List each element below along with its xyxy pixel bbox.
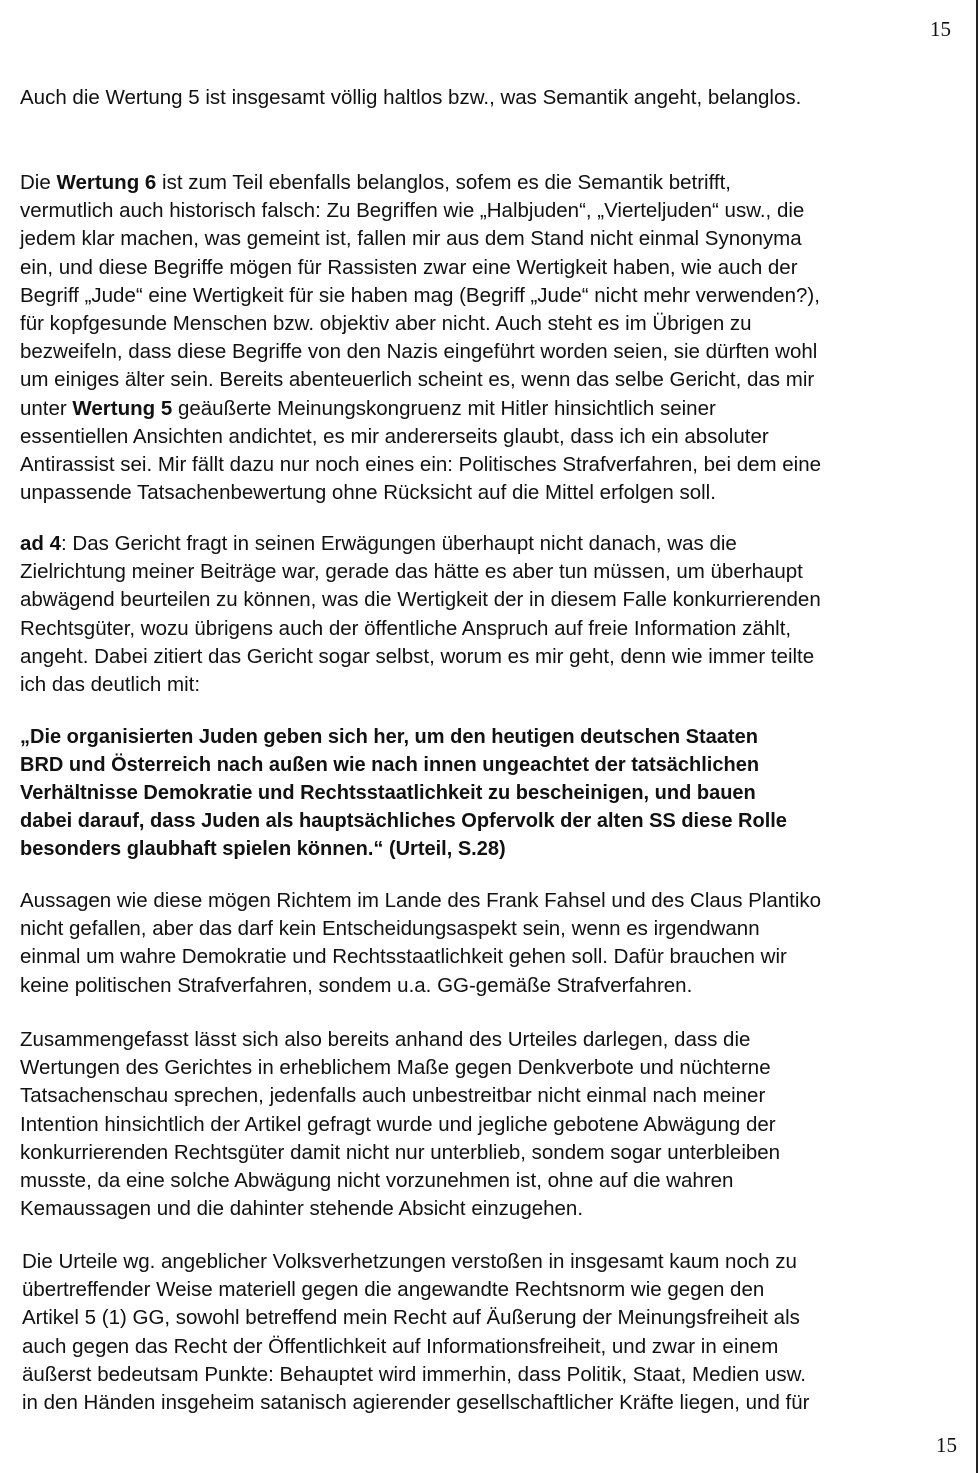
quote-block [20, 723, 975, 863]
text-segment: unter [20, 396, 73, 420]
text-segment: Die [20, 171, 57, 194]
text-line: auch gegen das Recht der Öffentlichkeit auf Informationsfreiheit, und zwar in einem [22, 1334, 779, 1358]
paragraph-urteile [22, 1248, 977, 1417]
text-line: musste, da eine solche Abwägung nicht vorzunehmen ist, ohne auf die wahren [20, 1168, 734, 1192]
text-line: einmal um wahre Demokratie und Rechtsstaatlichkeit gehen soll. Dafür brauchen wir [20, 945, 787, 969]
text-line: konkurrierenden Rechtsgüter damit nicht nur unterblieb, sondem sogar unterbleiben [20, 1140, 781, 1164]
text-line: Zielrichtung meiner Beiträge war, gerade das hätte es aber tun müssen, um überhaupt [20, 560, 803, 584]
text-line: unpassende Tatsachenbewertung ohne Rücksicht auf die Mittel erfolgen soll. [20, 481, 716, 505]
text-line: Zusammengefasst lässt sich also bereits anhand des Urteiles darlegen, dass die [20, 1028, 751, 1051]
bold-term: ad 4 [20, 532, 62, 555]
text-line: Begriff „Jude“ eine Wertigkeit für sie haben mag (Begriff „Jude“ nicht mehr verwenden?), [20, 283, 820, 307]
text-line: essentiellen Ansichten andichtet, es mir andererseits glaubt, dass ich ein absoluter [20, 424, 769, 448]
text-line: in den Händen insgeheim satanisch agierender gesellschaftlicher Kräfte liegen, und für [22, 1390, 810, 1414]
paragraph-wertung-5 [20, 84, 975, 112]
text-segment: geäußerte Meinungskongruenz mit Hitler hinsichtlich seiner [172, 396, 716, 420]
text-line [20, 169, 975, 197]
bold-term: Wertung 6 [56, 171, 157, 194]
quote-line: dabei darauf, dass Juden als hauptsächliches Opfervolk der alten SS diese Rolle [20, 810, 787, 832]
text-line [20, 395, 975, 423]
text-line: übertreffender Weise materiell gegen die angewandte Rechtsnorm wie gegen den [22, 1278, 765, 1302]
text-line: Tatsachenschau sprechen, jedenfalls auch unbestreitbar nicht einmal nach meiner [20, 1084, 766, 1108]
text-line: für kopfgesunde Menschen bzw. objektiv aber nicht. Auch steht es im Übrigen zu [20, 311, 752, 335]
text-line: vermutlich auch historisch falsch: Zu Begriffen wie „Halbjuden“, „Vierteljuden“ usw., die [20, 199, 805, 223]
text-line: angeht. Dabei zitiert das Gericht sogar selbst, worum es mir geht, denn wie immer teilte [20, 644, 815, 668]
text-line: bezweifeln, dass diese Begriffe von den Nazis eingeführt worden seien, sie dürften wohl [20, 340, 818, 364]
text-line: keine politischen Strafverfahren, sondem u.a. GG-gemäße Strafverfahren. [20, 973, 693, 997]
text-line: Auch die Wertung 5 ist insgesamt völlig haltlos bzw., was Semantik angeht, belanglos. [20, 86, 802, 109]
text-line: um einiges älter sein. Bereits abenteuerlich scheint es, wenn das selbe Gericht, das mir [20, 368, 815, 392]
page-number-top: 15 [930, 17, 951, 41]
quote-line: Verhältnisse Demokratie und Rechtsstaatlichkeit zu bescheinigen, und bauen [20, 782, 756, 804]
quote-line: BRD und Österreich nach außen wie nach innen ungeachtet der tatsächlichen [20, 754, 760, 776]
text-line: abwägend beurteilen zu können, was die Wertigkeit der in diesem Falle konkurrierenden [20, 588, 821, 612]
text-segment: : Das Gericht fragt in seinen Erwägungen überhaupt nicht danach, was die [61, 532, 737, 555]
text-line: Kemaussagen und die dahinter stehende Absicht einzugehen. [20, 1197, 584, 1221]
quote-line: besonders glaubhaft spielen können.“ (Urteil, S.28) [20, 838, 506, 860]
text-line: jedem klar machen, was gemeint ist, fallen mir aus dem Stand nicht einmal Synonyma [20, 227, 802, 251]
paragraph-ad-4 [20, 530, 975, 699]
text-line: Intention hinsichtlich der Artikel gefragt wurde und jegliche gebotene Abwägung der [20, 1112, 776, 1136]
text-line: ein, und diese Begriffe mögen für Rassisten zwar eine Wertigkeit haben, wie auch der [20, 255, 798, 279]
bold-term: Wertung 5 [72, 396, 173, 420]
text-line: Rechtsgüter, wozu übrigens auch der öffentliche Anspruch auf freie Information zählt, [20, 616, 792, 640]
paragraph-wertung-6 [20, 169, 975, 507]
text-line: Wertungen des Gerichtes in erheblichem Maße gegen Denkverbote und nüchterne [20, 1056, 771, 1080]
paragraph-zusammengefasst [20, 1026, 975, 1223]
paragraph-aussagen [20, 887, 975, 1000]
quote-line: „Die organisierten Juden geben sich her, um den heutigen deutschen Staaten [20, 726, 758, 748]
text-line: Antirassist sei. Mir fällt dazu nur noch eines ein: Politisches Strafverfahren, bei dem eine [20, 452, 822, 476]
text-line: Die Urteile wg. angeblicher Volksverhetzungen verstoßen in insgesamt kaum noch zu [22, 1250, 797, 1273]
text-segment: ist zum Teil ebenfalls belanglos, sofem es die Semantik betrifft, [156, 171, 731, 194]
text-line: äußerst bedeutsam Punkte: Behauptet wird immerhin, dass Politik, Staat, Medien usw. [22, 1362, 806, 1386]
page-number-bottom: 15 [936, 1433, 957, 1457]
text-line: ich das deutlich mit: [20, 672, 201, 696]
text-line [20, 530, 975, 558]
text-line: Aussagen wie diese mögen Richtem im Lande des Frank Fahsel und des Claus Plantiko [20, 889, 822, 912]
text-line: Artikel 5 (1) GG, sowohl betreffend mein Recht auf Äußerung der Meinungsfreiheit als [22, 1306, 800, 1330]
text-line: nicht gefallen, aber das darf kein Entscheidungsaspekt sein, wenn es irgendwann [20, 917, 760, 941]
